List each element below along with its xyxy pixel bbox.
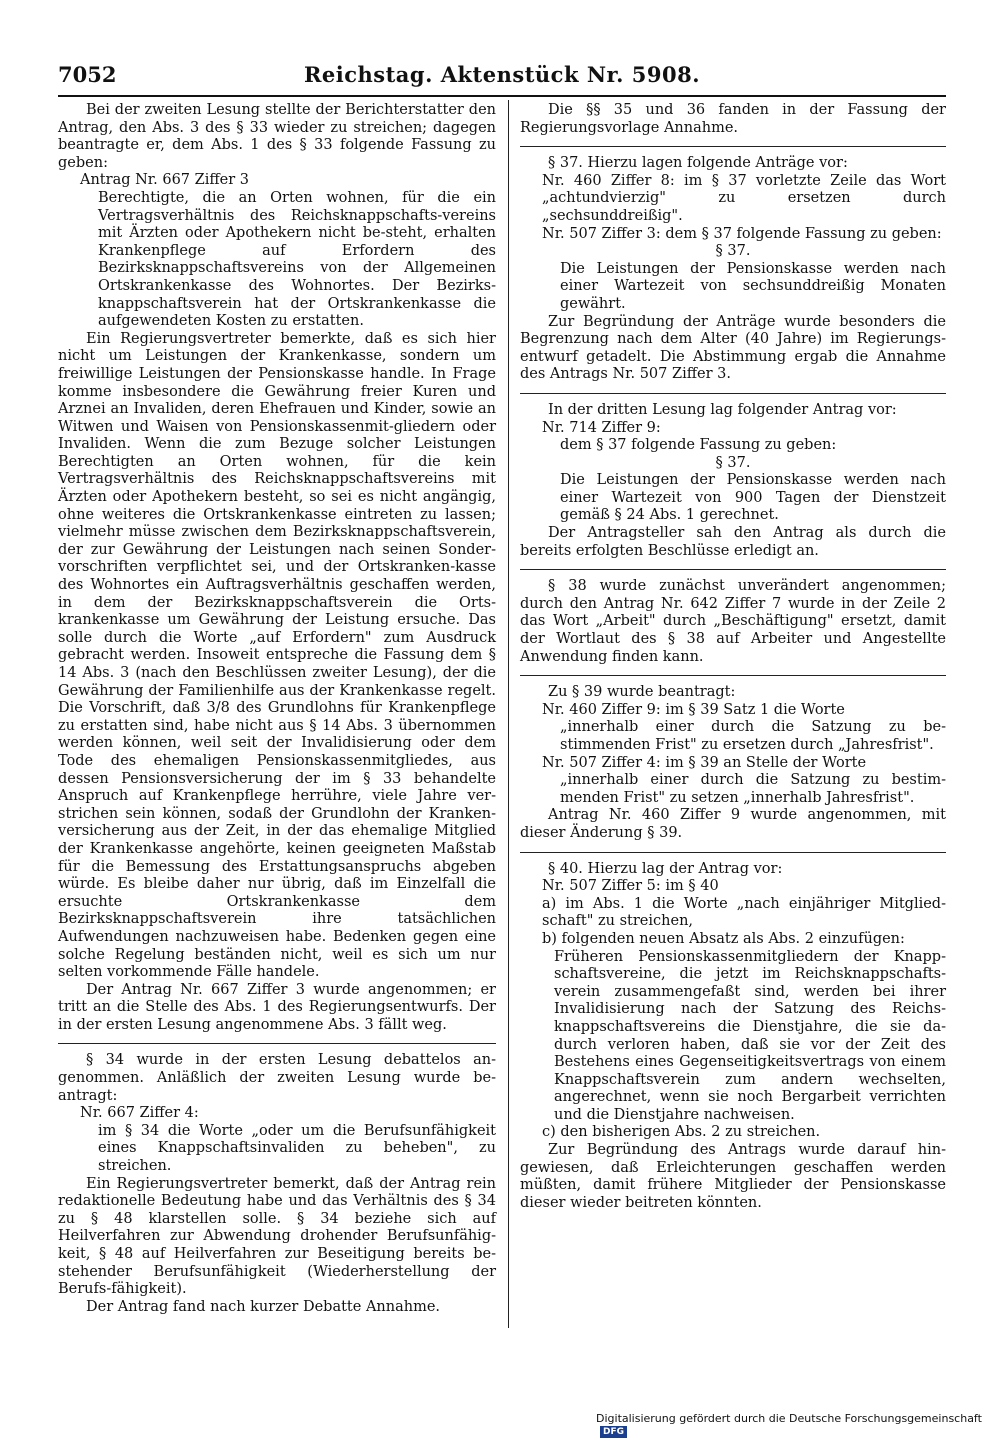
paragraph: Nr. 460 Ziffer 8: im § 37 vorletzte Zeile das Wort „achtundvierzig" zu ersetzen durch „sechsunddreißig". bbox=[542, 172, 946, 224]
paragraph: a) im Abs. 1 die Worte „nach einjähriger Mitglied-schaft" zu streichen, bbox=[542, 895, 946, 930]
section-divider bbox=[520, 675, 946, 676]
footer-text: Digitalisierung gefördert durch die Deutsche Forschungsgemeinschaft bbox=[596, 1412, 982, 1425]
paragraph: Antrag Nr. 460 Ziffer 9 wurde angenommen, mit dieser Änderung § 39. bbox=[520, 807, 946, 841]
footer-credit bbox=[596, 1412, 1000, 1438]
column-divider bbox=[508, 100, 509, 1328]
paragraph: Zur Begründung des Antrags wurde darauf hin-gewiesen, daß Erleichterungen geschaffen werden müßten, damit frühere Mitglieder der Pensionskasse dieser wieder beitreten könnten. bbox=[520, 1142, 946, 1211]
paragraph: Die Leistungen der Pensionskasse werden nach einer Wartezeit von sechsunddreißig Monaten gewährt. bbox=[560, 260, 946, 312]
section-divider bbox=[58, 1043, 496, 1044]
paragraph: Nr. 460 Ziffer 9: im § 39 Satz 1 die Worte bbox=[542, 701, 845, 718]
page-header bbox=[58, 60, 946, 94]
paragraph: dem § 37 folgende Fassung zu geben: bbox=[560, 437, 837, 454]
paragraph: Antrag Nr. 667 Ziffer 3 bbox=[80, 172, 249, 189]
paragraph: Nr. 714 Ziffer 9: bbox=[542, 419, 661, 436]
paragraph: § 38 wurde zunächst unverändert angenommen; durch den Antrag Nr. 642 Ziffer 7 wurde in der Zeile 2 das Wort „Arbeit" durch „Beschäftigung" ersetzt, damit der Wortlaut des § 38 auf Arbeiter und Angestellte Anwendung finden kann. bbox=[520, 578, 946, 665]
left-column bbox=[58, 102, 496, 1316]
paragraph: In der dritten Lesung lag folgender Antrag vor: bbox=[548, 401, 897, 418]
paragraph: „innerhalb einer durch die Satzung zu bestim-menden Frist" zu setzen „innerhalb Jahresfrist". bbox=[560, 772, 946, 806]
paragraph: Bei der zweiten Lesung stellte der Berichterstatter den Antrag, den Abs. 3 des § 33 wieder zu streichen; dagegen beantragte er, dem Abs. 1 des § 33 folgende Fassung zu geben: bbox=[58, 102, 496, 171]
paragraph: § 37. Hierzu lagen folgende Anträge vor: bbox=[548, 155, 848, 172]
paragraph: Zur Begründung der Anträge wurde besonders die Begrenzung nach dem Alter (40 Jahre) im Regierungs-entwurf getadelt. Die Abstimmung ergab die Annahme des Antrags Nr. 507 Ziffer 3. bbox=[520, 313, 946, 383]
paragraph: Ein Regierungsvertreter bemerkt, daß der Antrag rein redaktionelle Bedeutung habe und das Verhältnis des § 34 zu § 48 klarstellen solle. § 34 beziehe sich auf Heilverfahren zur Abwendung drohender Berufsunfähig-keit, § 48 auf Heilverfahren zur Beseitigung bereits be-stehender Berufsunfähigkeit (Wiederherstellung der Berufs-fähigkeit). bbox=[58, 1175, 496, 1298]
paragraph: Früheren Pensionskassenmitgliedern der Knapp-schaftsvereine, die jetzt im Reichsknappschafts-verein zusammengefaßt sind, werden bei ihrer Invalidisierung nach der Satzung des Reichs-knappschaftsvereins die Dienstjahre, die sie da-durch verloren haben, daß sie vor der Zeit des Bestehens eines Gegenseitigkeitsvertrags von einem Knappschaftsverein zum andern wechselten, angerechnet, wenn sie noch Bergarbeit verrichten und die Dienstjahre nachweisen. bbox=[554, 948, 946, 1123]
paragraph: Zu § 39 wurde beantragt: bbox=[548, 684, 736, 701]
paragraph: Die Leistungen der Pensionskasse werden nach einer Wartezeit von 900 Tagen der Dienstzeit gemäß § 24 Abs. 1 gerechnet. bbox=[560, 472, 946, 524]
paragraph: Der Antragsteller sah den Antrag als durch die bereits erfolgten Beschlüsse erledigt an. bbox=[520, 525, 946, 559]
section-divider bbox=[520, 569, 946, 570]
paragraph: § 40. Hierzu lag der Antrag vor: bbox=[548, 860, 783, 877]
paragraph: Nr. 507 Ziffer 3: dem § 37 folgende Fassung zu geben: bbox=[542, 225, 942, 242]
paragraph: § 34 wurde in der ersten Lesung debattelos an-genommen. Anläßlich der zweiten Lesung wurde be-antragt: bbox=[58, 1052, 496, 1104]
section-divider bbox=[520, 852, 946, 853]
paragraph: Die §§ 35 und 36 fanden in der Fassung der Regierungsvorlage Annahme. bbox=[520, 102, 946, 136]
paragraph: „innerhalb einer durch die Satzung zu be-stimmenden Frist" zu ersetzen durch „Jahresfrist". bbox=[560, 719, 946, 753]
section-divider bbox=[520, 393, 946, 394]
paragraph: c) den bisherigen Abs. 2 zu streichen. bbox=[542, 1124, 821, 1141]
right-column bbox=[520, 102, 946, 1212]
paragraph: Der Antrag fand nach kurzer Debatte Annahme. bbox=[86, 1298, 441, 1315]
paragraph: Nr. 507 Ziffer 5: im § 40 bbox=[542, 878, 719, 895]
paragraph: Nr. 507 Ziffer 4: im § 39 an Stelle der Worte bbox=[542, 754, 867, 771]
page-title: Reichstag. Aktenstück Nr. 5908. bbox=[303, 62, 701, 87]
paragraph: Ein Regierungsvertreter bemerkte, daß es sich hier nicht um Leistungen der Krankenkasse, sondern um freiwillige Leistungen der Pensionskasse handle. In Frage komme insbesondere die Gewährung freier Kuren und Arznei an Invaliden, deren Ehefrauen und Kinder, sowie an Witwen und Waisen von Pensionskassenmit-gliedern oder Invaliden. Wenn die zum Bezuge solcher Leistungen Berechtigten an Orten wohnen, für die kein Vertragsverhältnis des Reichsknappschaftsvereins mit Ärzten oder Apothekern besteht, so sei es nicht angängig, ohne weiteres die Ortskrankenkasse eintreten zu lassen; vielmehr müsse zwischen dem Bezirksknappschaftsverein, der zur Gewährung der Leistungen nach seinen Sonder-vorschriften verpflichtet sei, und der Ortskranken-kasse des Wohnortes ein Auftragsverhältnis geschaffen werden, in dem der Bezirksknappschaftsverein die Orts-krankenkasse um Gewährung der Leistung ersuche. Das solle durch die Worte „auf Erfordern" zum Ausdruck gebracht werden. Insoweit entspreche die Fassung dem § 14 Abs. 3 (nach den Beschlüssen zweiter Lesung), der die Gewährung der Familienhilfe aus der Krankenkasse regelt. Die Vorschrift, daß 3/8 des Grundlohns für Krankenpflege zu erstatten sind, habe nicht aus § 14 Abs. 3 übernommen werden können, weil seit der Invalidisierung oder dem Tode des ehemaligen Pensionskassenmitgliedes, aus dessen Pensionsversicherung der im § 33 behandelte Anspruch auf Krankenpflege herrühre, viele Jahre ver-strichen sein können, sodaß der Grundlohn der Kranken-versicherung aus der Zeit, in der das ehemalige Mitglied der Krankenkasse angehörte, keinen geeigneten Maßstab für die Bemessung des Erstattungsanspruchs abgeben würde. Es bleibe daher nur übrig, daß im Einzelfall die ersuchte Ortskrankenkasse dem Bezirksknappschaftsverein ihre tatsächlichen Aufwendungen nachzuweisen habe. Bedenken gegen eine solche Regelung beständen nicht, weil es sich um nur selten vorkommende Fälle handele. bbox=[58, 330, 496, 981]
page-number: 7052 bbox=[58, 62, 117, 87]
dfg-logo: DFG bbox=[600, 1426, 627, 1438]
paragraph: Berechtigte, die an Orten wohnen, für die ein Vertragsverhältnis des Reichsknappschafts-vereins mit Ärzten oder Apothekern nicht be-steht, erhalten Krankenpflege auf Erfordern des Bezirksknappschaftsvereins von der Allgemeinen Ortskrankenkasse des Wohnortes. Der Bezirks-knappschaftsverein hat der Ortskrankenkasse die aufgewendeten Kosten zu erstatten. bbox=[98, 189, 496, 330]
paragraph: Der Antrag Nr. 667 Ziffer 3 wurde angenommen; er tritt an die Stelle des Abs. 1 des Regierungsentwurfs. Der in der ersten Lesung angenommene Abs. 3 fällt weg. bbox=[58, 981, 496, 1033]
section-divider bbox=[520, 146, 946, 147]
paragraph: Nr. 667 Ziffer 4: bbox=[80, 1105, 199, 1122]
paragraph: § 37. bbox=[715, 454, 751, 471]
paragraph: § 37. bbox=[715, 243, 751, 260]
header-rule bbox=[58, 95, 946, 97]
paragraph: im § 34 die Worte „oder um die Berufsunfähigkeit eines Knappschaftsinvaliden zu beheben", zu streichen. bbox=[98, 1122, 496, 1175]
paragraph: b) folgenden neuen Absatz als Abs. 2 einzufügen: bbox=[542, 930, 905, 947]
